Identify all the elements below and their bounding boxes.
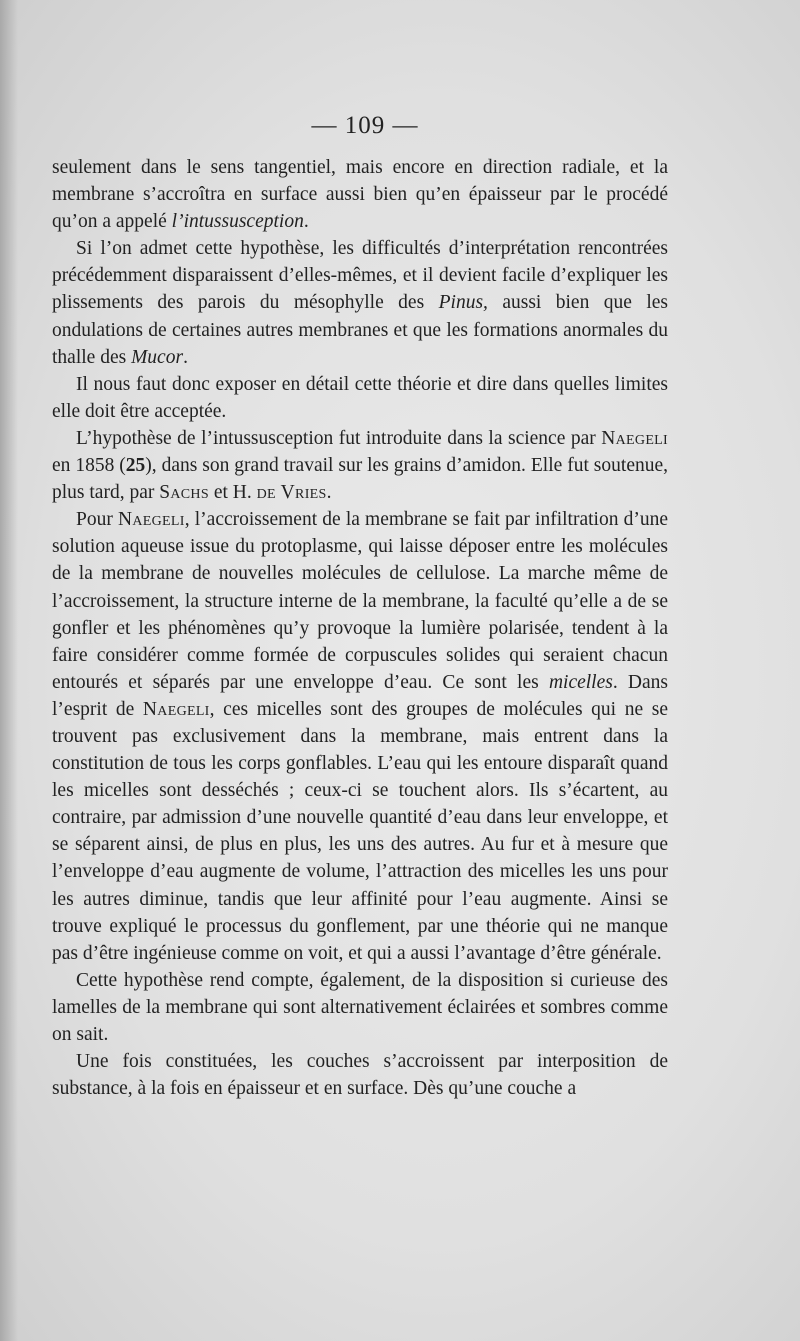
paragraph-3: Il nous faut donc exposer en détail cette théorie et dire dans quelles limites elle doit être acceptée.: [52, 373, 668, 422]
text-run: , l’accroissement de la membrane se fait par infiltration d’une solution aqueuse issue du protoplasme, qui laisse déposer entre les molécules de la membrane de nouvelles molécules de cellulose. La marche même de l’accroissement, la structure interne de la membrane, la faculté qu’elle a de se gonfler et les phénomènes qu’y provoque la lumière polarisée, tendent à la faire considérer comme formée de corpuscules solides qui seraient chacun entourés et séparés par une enveloppe d’eau. Ce sont les: [52, 509, 669, 693]
author-name: Naegeli: [601, 427, 668, 449]
paragraph-2: [52, 235, 668, 370]
text-run: aussi bien que les ondulations de certaines autres membranes et que les formations anormales du thalle des: [52, 292, 669, 368]
page-binding-shadow: [0, 0, 18, 1341]
body-text: [52, 154, 668, 1102]
paragraph-1: [52, 154, 668, 235]
text-run: et H.: [208, 482, 257, 504]
text-run: ), dans son grand travail sur les grains d’amidon. Elle fut soutenue, plus tard, par: [52, 455, 668, 504]
text-run: Si l’on admet cette hypothèse, les difficultés d’interprétation rencontrées précédemment disparaissent d’elles-mêmes, et il devient facile d’expliquer les plissements des parois du mésophylle des: [52, 238, 668, 314]
text-run: .: [326, 482, 332, 504]
text-run: , ces micelles sont des groupes de molécules qui ne se trouvent pas exclusivement dans la membrane, mais entrent dans la constitution de tous les corps gonflables. L’eau qui les entoure disparaît quand les micelles sont desséchés ; ceux-ci se touchent alors. Ils s’écartent, au contraire, par admission d’une nouvelle quantité d’eau dans leur enveloppe, et se séparent ainsi, de plus en plus, les uns des autres. Au fur et à mesure que l’enveloppe d’eau augmente de volume, l’attraction des micelles les uns pour les autres diminue, tandis que leur affinité pour l’eau augmente. Ainsi se trouve expliqué le processus du gonflement, par une théorie qui ne manque pas d’être ingénieuse comme on voit, et qui a aussi l’avantage d’être générale.: [52, 698, 669, 964]
author-name: de Vries: [256, 482, 327, 504]
text-run: en 1858 (: [52, 455, 126, 477]
text-run: .: [303, 211, 309, 233]
italic-term: l’intussusception: [171, 211, 304, 233]
paragraph-4: [52, 425, 668, 506]
author-name: Sachs: [159, 482, 209, 504]
text-run: seulement dans le sens tangentiel, mais encore en direction radiale, et la membrane s’accroîtra en surface aussi bien qu’en épaisseur par le procédé qu’on a appelé: [52, 157, 668, 233]
text-run: . Dans l’esprit de: [52, 671, 669, 720]
paragraph-6: Cette hypothèse rend compte, également, de la disposition si curieuse des lamelles de la membrane qui sont alternativement éclairées et sombres comme on sait.: [52, 969, 668, 1045]
reference-number: 25: [125, 455, 146, 477]
italic-genus-pinus: Pinus,: [438, 292, 488, 314]
page-number: — 109 —: [311, 112, 419, 139]
text-run: Pour: [76, 509, 118, 531]
text-run: L’hypothèse de l’intussusception fut introduite dans la science par: [76, 427, 602, 449]
italic-genus-mucor: Mucor: [131, 346, 184, 368]
author-name: Naegeli: [142, 698, 210, 720]
italic-term: micelles: [548, 671, 613, 693]
text-run: .: [183, 346, 188, 368]
paragraph-5: [52, 506, 668, 967]
author-name: Naegeli: [118, 509, 185, 531]
paragraph-7: Une fois constituées, les couches s’accroissent par interposition de substance, à la fois en épaisseur et en surface. Dès qu’une couche a: [52, 1051, 668, 1100]
